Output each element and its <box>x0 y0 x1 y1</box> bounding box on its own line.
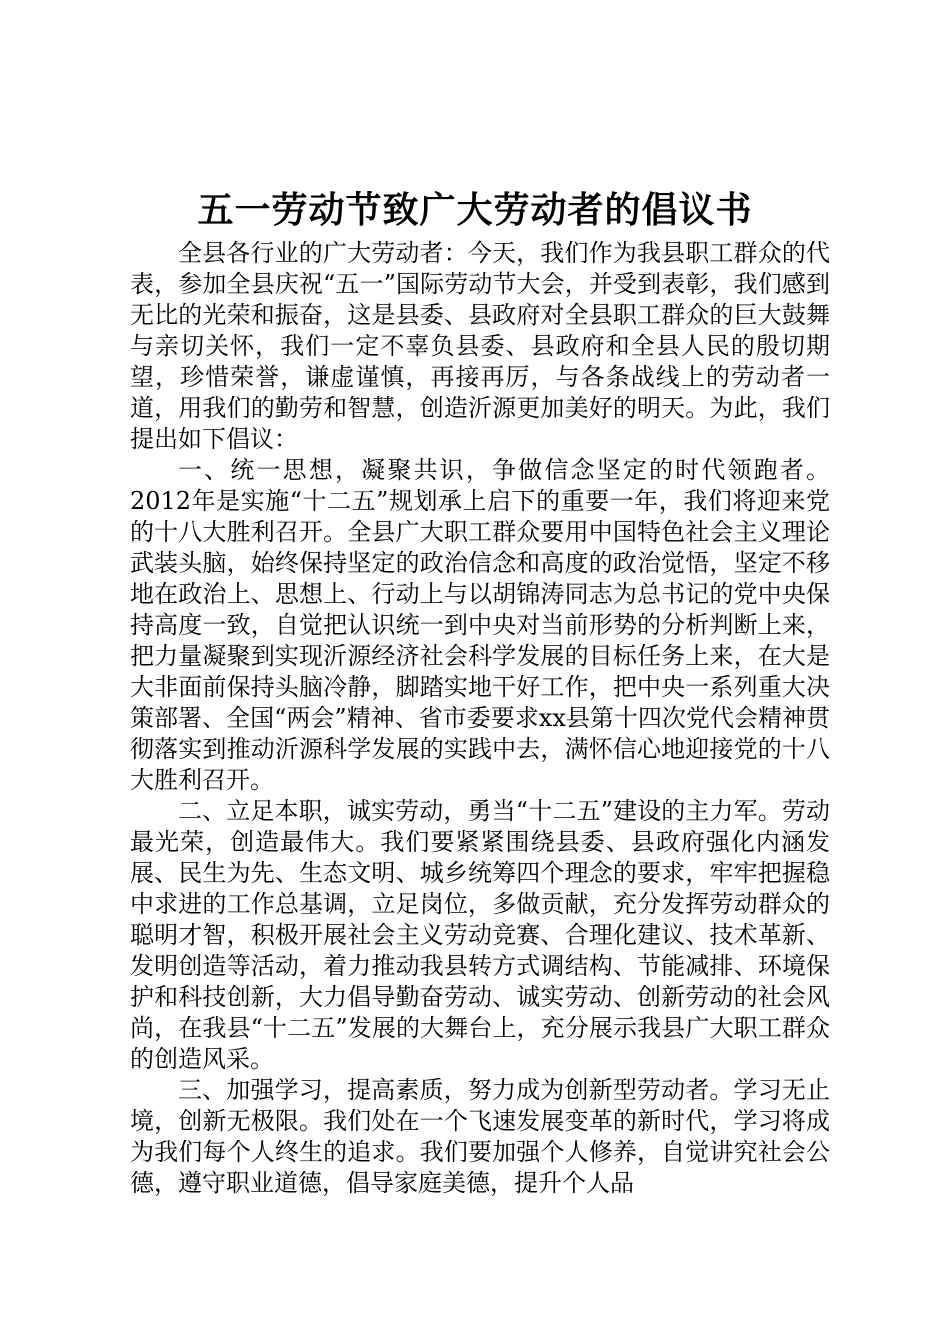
document-title: 五一劳动节致广大劳动者的倡议书 <box>197 189 753 231</box>
paragraph-point-1: 一、统一思想，凝聚共识，争做信念坚定的时代领跑者。2012年是实施“十二五”规划承上启下的重要一年，我们将迎来党的十八大胜利召开。全县广大职工群众要用中国特色社会主义理论武装头脑，始终保持坚定的政治信念和高度的政治觉悟，坚定不移地在政治上、思想上、行动上与以胡锦涛同志为总书记的党中央保持高度一致，自觉把认识统一到中央对当前形势的分析判断上来，把力量凝聚到实现沂源经济社会科学发展的目标任务上来，在大是大非面前保持头脑冷静，脚踏实地干好工作，把中央一系列重大决策部署、全国“两会”精神、省市委要求xx县第十四次党代会精神贯彻落实到推动沂源科学发展的实践中去，满怀信心地迎接党的十八大胜利召开。 <box>130 456 830 794</box>
document-body <box>130 238 830 1199</box>
paragraph-point-3: 三、加强学习，提高素质，努力成为创新型劳动者。学习无止境，创新无极限。我们处在一个飞速发展变革的新时代，学习将成为我们每个人终生的追求。我们要加强个人修养，自觉讲究社会公德，遵守职业道德，倡导家庭美德，提升个人品 <box>130 1076 830 1197</box>
paragraph-point-2: 二、立足本职，诚实劳动，勇当“十二五”建设的主力军。劳动最光荣，创造最伟大。我们要紧紧围绕县委、县政府强化内涵发展、民生为先、生态文明、城乡统筹四个理念的要求，牢牢把握稳中求进的工作总基调，立足岗位，多做贡献，充分发挥劳动群众的聪明才智，积极开展社会主义劳动竞赛、合理化建议、技术革新、发明创造等活动，着力推动我县转方式调结构、节能减排、环境保护和科技创新，大力倡导勤奋劳动、诚实劳动、创新劳动的社会风尚，在我县“十二五”发展的大舞台上，充分展示我县广大职工群众的创造风采。 <box>130 797 830 1073</box>
paragraph-intro: 全县各行业的广大劳动者：今天，我们作为我县职工群众的代表，参加全县庆祝“五一”国际劳动节大会，并受到表彰，我们感到无比的光荣和振奋，这是县委、县政府对全县职工群众的巨大鼓舞与亲切关怀，我们一定不辜负县委、县政府和全县人民的殷切期望，珍惜荣誉，谦虚谨慎，再接再厉，与各条战线上的劳动者一道，用我们的勤劳和智慧，创造沂源更加美好的明天。为此，我们提出如下倡议： <box>130 239 830 453</box>
